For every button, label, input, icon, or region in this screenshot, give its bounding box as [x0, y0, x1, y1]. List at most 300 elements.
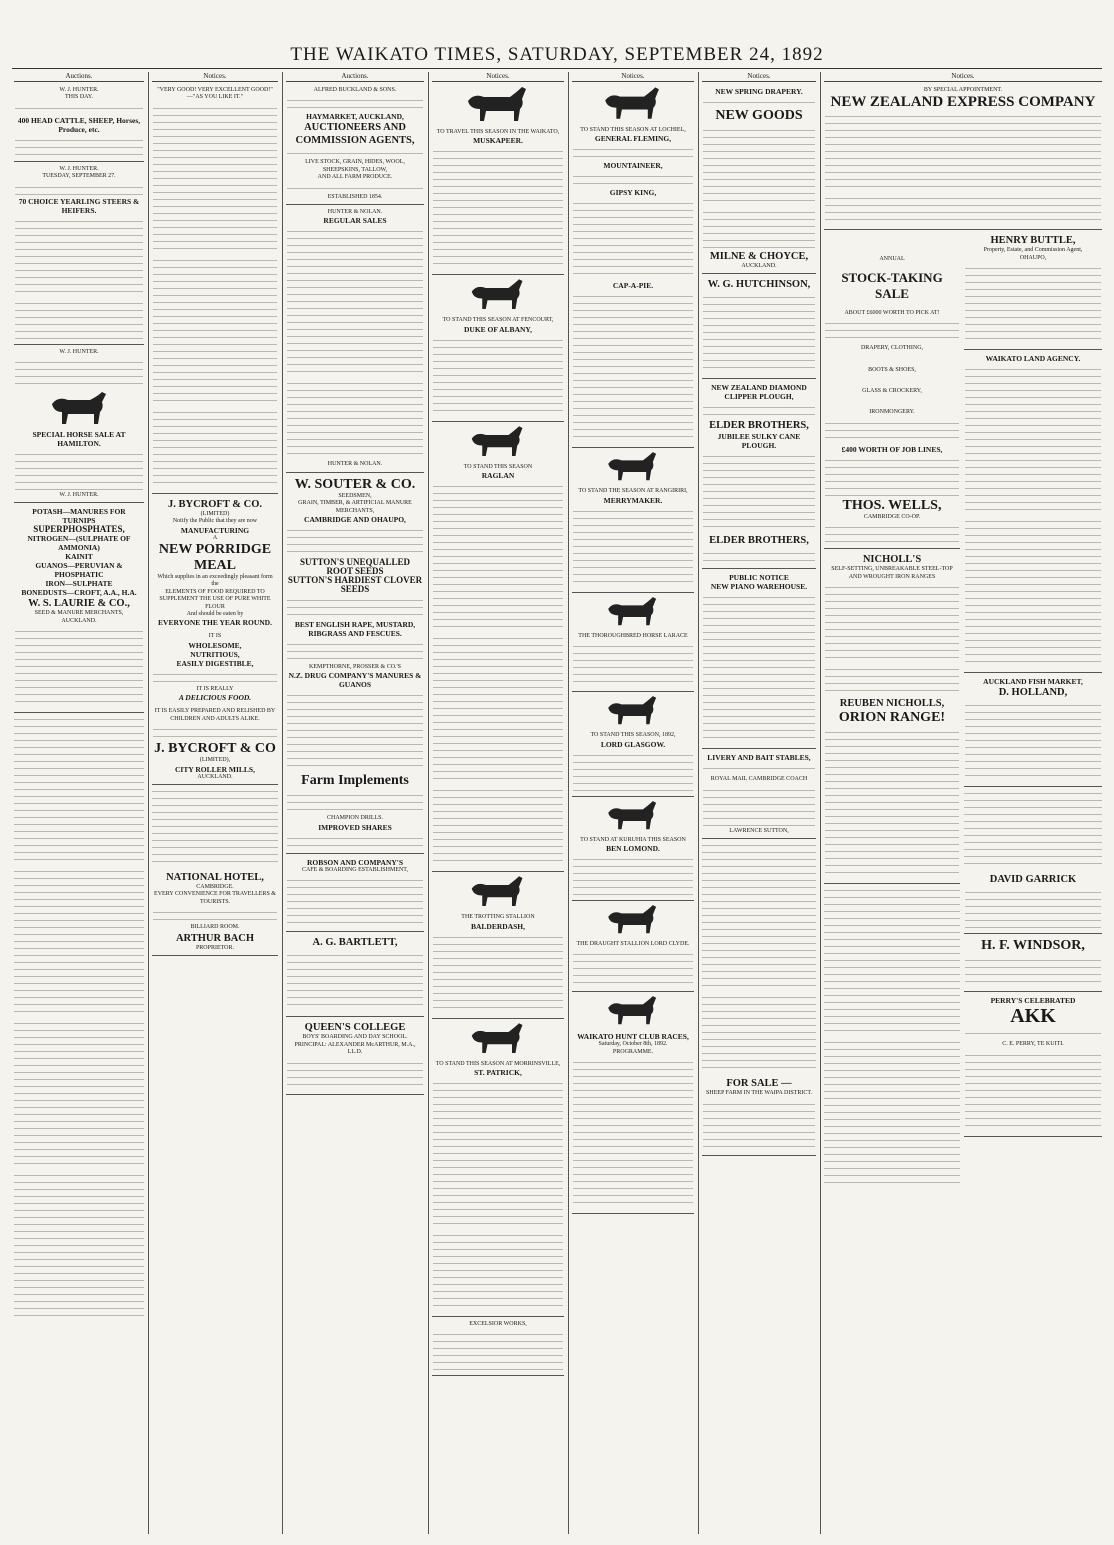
ad-line: TO STAND THIS SEASON, 1892, [590, 732, 676, 739]
horse-illustration [458, 85, 538, 125]
firm-name: HUNTER & NOLAN. [327, 461, 383, 468]
ad-line: TO STAND AT KURUHIA THIS SEASON [580, 836, 686, 843]
body-text [825, 319, 959, 343]
hotel-name: NATIONAL HOTEL, [166, 871, 264, 883]
body-text [573, 855, 693, 895]
ad-line: IRON—SULPHATE [45, 579, 113, 589]
body-text [287, 379, 423, 459]
stables-ad [702, 751, 816, 839]
body-text [573, 751, 693, 791]
ad-line: ABOUT £6000 WORTH TO PICK AT! [844, 309, 940, 316]
proprietor-name: LAWRENCE SUTTON, [729, 827, 789, 834]
firm-name: ELDER BROTHERS, [709, 420, 809, 432]
ad-quote: "VERY GOOD! VERY EXCELLENT GOOD!" —"AS YOU LIKE IT." [157, 87, 273, 101]
body-text [433, 634, 563, 784]
race-programme: PROGRAMME. [612, 1048, 654, 1055]
body-text [433, 189, 563, 269]
ad-line: GUANOS—PERUVIAN & PHOSPHATIC [35, 561, 123, 580]
stallion-ad [572, 835, 694, 901]
firm-name: D. HOLLAND, [998, 687, 1068, 699]
body-text [573, 145, 693, 159]
body-text [573, 1058, 693, 1208]
hatter-ad [964, 871, 1102, 934]
ad-headline: NEW SPRING DRAPERY. [715, 87, 803, 96]
ad-line: SUPERPHOSPHATES, [33, 524, 125, 535]
ad-line: Notify the Public that they are now [172, 518, 258, 525]
body-text [965, 365, 1101, 515]
ad-line: EVERYONE THE YEAR ROUND. [158, 618, 272, 628]
ad-headline: SPECIAL HORSE SALE AT HAMILTON. [32, 430, 126, 449]
ad-line: SELF-SETTING, UNBREAKABLE STEEL-TOP AND WROUGHT IRON RANGES [831, 566, 953, 580]
college-name: QUEEN'S COLLEGE [304, 1022, 406, 1034]
body-text [14, 867, 144, 1017]
body-text [825, 665, 959, 695]
ad-line: KAINIT [65, 552, 93, 562]
stallion-name: GIPSY KING, [609, 188, 657, 198]
auction-ad [286, 85, 424, 205]
auctioneer-name: W. J. HUNTER. [59, 348, 99, 355]
ad-line: BONEDUSTS—CROFT, A.A., H.A. [21, 588, 137, 598]
masthead-rule [12, 68, 1102, 69]
horse-illustration [600, 799, 666, 833]
body-text [433, 1231, 563, 1311]
dentist-ad [964, 936, 1102, 992]
ad-line: BY SPECIAL APPOINTMENT. [923, 87, 1003, 93]
ad-line: WHOLESOME, [188, 640, 242, 650]
ad-line: ANNUAL [879, 256, 905, 263]
body-text [825, 194, 1101, 224]
firm-name: ALFRED BUCKLAND & SONS. [313, 87, 397, 93]
body-text [287, 691, 423, 771]
ad-line: LIVE STOCK, GRAIN, HIDES, WOOL, SHEEPSKINS, TALLOW, [305, 159, 405, 173]
stallion-ad [432, 1059, 564, 1317]
ad-line: SEEDSMEN, [338, 492, 372, 499]
body-text [15, 299, 143, 339]
ad-line: IT IS [208, 633, 222, 640]
range-ad [824, 551, 960, 884]
ad-line: ELEMENTS OF FOOD REQUIRED TO SUPPLEMENT THE USE OF PURE WHITE FLOUR [159, 588, 271, 610]
column-header: Notices. [152, 72, 278, 82]
grocer-ad [702, 276, 816, 379]
column-2 [152, 72, 278, 1534]
ad-line: EXCELSIOR WORKS, [469, 1321, 527, 1328]
body-text [703, 126, 815, 206]
body-text [153, 408, 277, 488]
ad-line: GLASS & CROCKERY, [862, 388, 922, 395]
stallion-ad [432, 912, 564, 1018]
firm-name: REUBEN NICHOLLS, [839, 698, 945, 710]
stallion-ad [432, 315, 564, 421]
ad-headline: LIVERY AND BAIT STABLES, [707, 753, 811, 763]
ad-line: BEST ENGLISH RAPE, MUSTARD, RIBGRASS AND FESCUES. [294, 620, 416, 639]
body-text [287, 834, 423, 848]
body-text [965, 1051, 1101, 1131]
body-text [824, 886, 960, 1036]
body-text [433, 482, 563, 632]
firm-name: ROBSON AND COMPANY'S [306, 857, 404, 867]
merchant-trade: SEED & MANURE MERCHANTS, [34, 610, 124, 617]
body-text [965, 888, 1101, 928]
company-name: J. BYCROFT & CO [154, 741, 276, 757]
ad-line: DRAPERY, CLOTHING, [860, 345, 924, 352]
ad-line: NITROGEN—(SULPHATE OF AMMONIA) [27, 534, 131, 553]
ad-line: GRAIN, TIMBER, & ARTIFICIAL MANURE MERCHANTS, [298, 500, 412, 514]
company-suffix: (LIMITED), [199, 757, 231, 764]
ad-line: BOOTS & SHOES, [868, 366, 916, 373]
body-text [702, 841, 816, 991]
manure-ad [14, 505, 144, 713]
ad-line: A [212, 534, 218, 541]
body-text [703, 549, 815, 563]
body-text [825, 523, 959, 543]
ad-line: NEW PIANO WAREHOUSE. [710, 582, 808, 592]
stallion-ad [432, 462, 564, 872]
ad-line: JUBILEE SULKY CANE PLOUGH. [717, 432, 801, 451]
body-text [287, 184, 423, 192]
body-text [825, 728, 959, 878]
ad-headline: AUCTIONEERS AND COMMISSION AGENTS, [295, 122, 415, 147]
stallion-name: RAGLAN [481, 471, 515, 481]
stallion-ad [572, 730, 694, 796]
column-7 [824, 72, 1102, 1534]
express-ad [824, 85, 1102, 230]
brand-mark: AKK [1010, 1005, 1056, 1028]
body-text [703, 593, 815, 743]
hotel-town: CAMBRIDGE. [196, 883, 234, 890]
ad-line: IMPROVED SHARES [318, 822, 392, 832]
ad-headline: WAIKATO LAND AGENCY. [985, 354, 1081, 364]
column-rule [428, 72, 429, 1534]
body-text [15, 358, 143, 388]
body-text [14, 1171, 144, 1321]
proprietor-name: ARTHUR BACH [175, 932, 255, 944]
ad-line: CHAMPION DRILLS. [326, 815, 383, 822]
body-text [703, 208, 815, 248]
column-5 [572, 72, 694, 1534]
stallion-ad [572, 939, 694, 992]
body-text [14, 715, 144, 865]
agent-name: HENRY BUTTLE, [990, 235, 1076, 247]
body-text [703, 452, 815, 532]
ad-headline: STOCK-TAKING SALE [841, 269, 943, 301]
body-text [965, 956, 1101, 986]
firm-name: W. SOUTER & CO. [294, 476, 416, 492]
ad-line: A DELICIOUS FOOD. [178, 693, 252, 703]
body-text [15, 183, 143, 195]
ad-line: AND ALL FARM PRODUCE. [317, 174, 393, 181]
column-6 [702, 72, 816, 1534]
body-text [287, 791, 423, 813]
body-text [703, 403, 815, 417]
notice-ad [152, 85, 278, 494]
ad-line: KEMPTHORNE, PROSSER & CO.'S [309, 664, 401, 671]
firm-name: THOS. WELLS, [842, 497, 942, 513]
body-text [964, 789, 1102, 869]
firm-name: H. F. WINDSOR, [981, 938, 1085, 954]
ad-line: SHEEP FARM IN THE WAIPA DISTRICT. [705, 1090, 813, 1097]
porridge-ad [152, 496, 278, 785]
auction-ad [14, 164, 144, 345]
horse-illustration [600, 595, 666, 629]
ad-headline: 70 CHOICE YEARLING STEERS & HEIFERS. [18, 196, 140, 215]
ad-line: ROYAL MAIL CAMBRIDGE COACH [710, 776, 808, 783]
body-text [433, 147, 563, 187]
body-text [573, 199, 693, 279]
body-text [573, 950, 693, 986]
split-row [824, 232, 1102, 1190]
column-rule [282, 72, 283, 1534]
body-text [287, 876, 423, 926]
body-text [702, 993, 816, 1073]
ad-line: HAYMARKET, AUCKLAND, [306, 112, 404, 122]
body-text [703, 786, 815, 826]
merchant-city: AUCKLAND. [61, 617, 97, 624]
seed-ad [286, 475, 424, 854]
ad-line: THE TROTTING STALLION [461, 914, 535, 921]
ad-line: TO STAND THIS SEASON [463, 463, 533, 470]
ad-line: CAFE & BOARDING ESTABLISHMENT, [301, 866, 409, 873]
horse-illustration [596, 85, 670, 123]
stock-taking-ad [824, 232, 960, 549]
sub-column-left [824, 232, 960, 1190]
ad-line: N.Z. DRUG COMPANY'S MANURES & GUANOS [288, 671, 422, 690]
company-name: J. BYCROFT & CO. [167, 498, 263, 510]
ad-line: POTASH—MANURES FOR TURNIPS [32, 507, 126, 526]
ad-line: EASILY DIGESTIBLE, [176, 658, 254, 668]
body-text [433, 933, 563, 1013]
ad-headline: ORION RANGE! [838, 710, 946, 726]
body-text [153, 104, 277, 254]
ad-line: Which supplies in an exceedingly pleasant form the [157, 574, 273, 588]
body-text [965, 1029, 1101, 1039]
body-text [14, 1019, 144, 1169]
body-text [703, 1100, 815, 1150]
auctioneer-name: W. J. HUNTER. [59, 87, 99, 93]
ad-line: OHAUPO, [1019, 254, 1047, 261]
ad-headline: NEW GOODS [715, 108, 803, 123]
column-4 [432, 72, 564, 1534]
ad-line: NUTRITIOUS, [190, 649, 240, 659]
ad-line: TO STAND THIS SEASON AT FENCOURT, [442, 317, 554, 324]
body-text [824, 1038, 960, 1188]
ad-headline: FOR SALE — [726, 1078, 792, 1090]
horse-illustration [600, 903, 666, 937]
body-text [287, 951, 423, 1011]
column-header: Notices. [432, 72, 564, 82]
horse-illustration [600, 694, 666, 728]
body-text [703, 98, 815, 106]
firm-name: HUNTER & NOLAN. [327, 209, 383, 216]
auctioneer-name: W. J. HUNTER. [59, 492, 99, 499]
column-header: Notices. [702, 72, 816, 82]
stallion-name: MOUNTAINEER, [603, 161, 663, 171]
ad-line: SUTTON'S HARDIEST CLOVER SEEDS [287, 575, 423, 595]
ad-line: IT IS EASILY PREPARED AND RELISHED BY CHILDREN AND ADULTS ALIKE. [154, 708, 276, 722]
race-ad [572, 1030, 694, 1214]
proprietor-label: PROPRIETOR. [195, 944, 235, 951]
stallion-ad [572, 486, 694, 592]
auction-ad [286, 207, 424, 473]
mill-city: AUCKLAND. [197, 773, 233, 780]
firm-name: MILNE & CHOYCE, [709, 251, 809, 262]
horse-illustration [44, 390, 114, 428]
stallion-name: LORD GLASGOW. [600, 739, 666, 749]
column-1 [14, 72, 144, 1534]
ad-headline: REGULAR SALES [323, 216, 387, 226]
body-text [433, 786, 563, 866]
plough-ad [702, 381, 816, 569]
drapery-ad [702, 85, 816, 274]
sub-column-right [964, 232, 1102, 1190]
body-text [287, 227, 423, 377]
agent-ad [964, 232, 1102, 350]
product-name: NEW PORRIDGE MEAL [158, 542, 272, 574]
stallion-name: MERRYMAKER. [603, 495, 663, 505]
ad-line: £400 WORTH OF JOB LINES, [841, 444, 943, 454]
ad-headline: PUBLIC NOTICE [729, 573, 789, 583]
auction-ad [14, 85, 144, 162]
body-text [703, 293, 815, 373]
auctioneer-name: W. J. HUNTER. [59, 165, 99, 172]
ad-headline: NEW ZEALAND DIAMOND CLIPPER PLOUGH, [711, 383, 807, 402]
body-text [15, 217, 143, 297]
body-text [825, 583, 959, 663]
body-text [965, 701, 1101, 781]
firm-name: A. G. BARTLETT, [312, 937, 398, 949]
ad-line: TO STAND THIS SEASON AT MORRINSVILLE, [435, 1060, 561, 1067]
ad-line: BOYS' BOARDING AND DAY SCHOOL. [302, 1034, 408, 1041]
body-text [287, 1059, 423, 1089]
cafe-ad [286, 856, 424, 932]
college-ad [286, 1019, 424, 1094]
firm-name: ELDER BROTHERS, [709, 535, 809, 547]
stallion-name: BEN LOMOND. [606, 844, 660, 854]
ad-headline: PERRY'S CELEBRATED [990, 996, 1076, 1006]
ad-line: CAMBRIDGE CO-OP. [863, 513, 921, 520]
ad-headline: 400 HEAD CATTLE, SHEEP, Horses, Produce, etc. [17, 115, 141, 134]
firm-name: W. G. HUTCHINSON, [707, 279, 811, 291]
body-text [825, 456, 959, 496]
firm-city: AUCKLAND. [741, 263, 777, 269]
works-ad [432, 1319, 564, 1376]
ad-line: IRONMONGERY. [869, 409, 915, 416]
column-header: Notices. [824, 72, 1102, 82]
ad-line: BILLIARD ROOM. [190, 924, 240, 931]
firm-name: DAVID GARRICK [989, 874, 1077, 886]
firm-name: NICHOLL'S [862, 554, 922, 566]
watchmaker-ad [286, 934, 424, 1017]
horse-illustration [600, 450, 666, 484]
stallion-ad [572, 125, 694, 448]
body-text [287, 149, 423, 157]
ad-line: THE THOROUGHBRED HORSE LARACE [578, 632, 688, 639]
ad-line: TO STAND THE SEASON AT RANGIRIRI, [578, 488, 688, 495]
ad-line: C. E. PERRY, TE KUITI. [1002, 1041, 1064, 1048]
stallion-name: ST. PATRICK, [474, 1068, 522, 1078]
merchant-name: W. S. LAURIE & CO., [28, 598, 130, 610]
body-text [15, 627, 143, 707]
body-text [573, 642, 693, 686]
column-rule [148, 72, 149, 1534]
ad-line: TO STAND THIS SEASON AT LOCHIEL, [580, 127, 686, 133]
hotel-ad [152, 869, 278, 956]
body-text [825, 419, 959, 443]
ad-line: PRINCIPAL: ALEXANDER McARTHUR, M.A., LL.D. [294, 1041, 416, 1056]
piano-ad [702, 571, 816, 749]
body-text [433, 1330, 563, 1370]
race-title: WAIKATO HUNT CLUB RACES, [577, 1032, 689, 1042]
ad-line: SUTTON'S UNEQUALLED ROOT SEEDS [299, 557, 411, 577]
ad-line: And should be eaten by [186, 611, 244, 618]
ad-line: IT IS REALLY [196, 685, 234, 692]
mill-name: CITY ROLLER MILLS, [175, 764, 255, 774]
land-agency-ad [964, 352, 1102, 673]
body-text [287, 596, 423, 618]
ad-line: CAMBRIDGE AND OHAUPO, [304, 515, 406, 525]
horse-illustration [463, 874, 533, 910]
stallion-name: BALDERDASH, [471, 921, 525, 931]
column-rule [568, 72, 569, 1534]
body-text [15, 136, 143, 156]
body-text [15, 450, 143, 490]
column-rule [820, 72, 821, 1534]
body-text [152, 787, 278, 867]
ad-line: TO TRAVEL THIS SEASON IN THE WAIKATO, [436, 129, 560, 135]
horse-illustration [463, 1021, 533, 1057]
auction-ad [14, 347, 144, 504]
horse-illustration [463, 424, 533, 460]
stallion-name: CAP-A-PIE. [612, 281, 654, 291]
ad-line: THE DRAUGHT STALLION LORD CLYDE. [576, 941, 690, 948]
body-text [287, 526, 423, 556]
body-text [287, 640, 423, 662]
stallion-name: DUKE OF ALBANY, [464, 324, 532, 334]
body-text [573, 172, 693, 186]
stallion-ad [432, 127, 564, 275]
column-3 [286, 72, 424, 1534]
beer-ad [964, 994, 1102, 1136]
column-header: Auctions. [14, 72, 144, 82]
company-suffix: (LIMITED) [200, 510, 230, 517]
column-header: Notices. [572, 72, 694, 82]
ad-line: Property, Estate, and Commission Agent, [983, 247, 1083, 254]
body-text [153, 256, 277, 406]
body-text [15, 104, 143, 114]
ad-line: ESTABLISHED 1854. [327, 193, 383, 200]
body-text [703, 764, 815, 774]
body-text [153, 670, 277, 684]
race-date: Saturday, October 8th, 1892. [598, 1041, 668, 1048]
ad-date: TUESDAY, SEPTEMBER 27. [42, 173, 116, 180]
horse-illustration [600, 994, 666, 1028]
body-text [287, 96, 423, 110]
body-text [965, 264, 1101, 344]
body-text [573, 507, 693, 587]
ad-line: EVERY CONVENIENCE FOR TRAVELLERS & TOURISTS. [154, 891, 276, 905]
stallion-name: GENERAL FLEMING, [594, 134, 672, 144]
body-text [433, 1079, 563, 1229]
column-header: Auctions. [286, 72, 424, 82]
ad-headline: AUCKLAND FISH MARKET, [983, 677, 1083, 687]
farm-sale-ad [702, 1075, 816, 1155]
body-text [825, 112, 1101, 192]
body-text [153, 908, 277, 922]
body-text [433, 336, 563, 416]
stallion-ad [572, 631, 694, 692]
body-text [965, 517, 1101, 667]
ad-headline: Farm Implements [301, 773, 409, 789]
ad-line: MANUFACTURING [180, 525, 250, 535]
